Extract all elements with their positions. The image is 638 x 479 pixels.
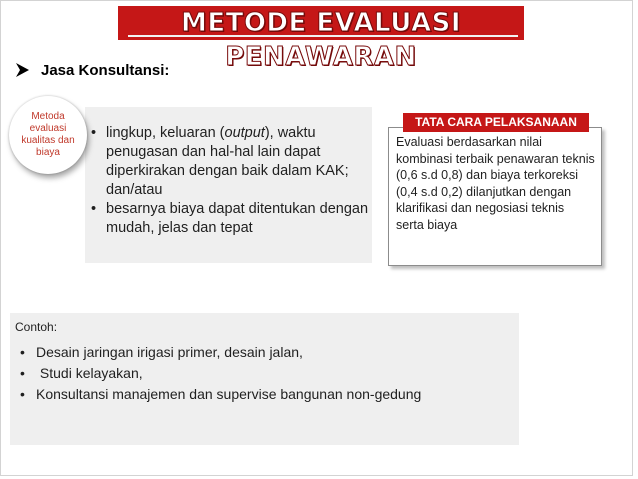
- procedure-text: Evaluasi berdasarkan nilai kombinasi terbaik penawaran teknis (0,6 s.d 0,8) dan biaya terkoreksi (0,4 s.d 0,2) dilanjutkan dengan klarifikasi dan negosiasi teknis serta biaya: [396, 135, 595, 232]
- example-text: Konsultansi manajemen dan supervise bangunan non-gedung: [36, 386, 422, 402]
- arrow-right-icon: [16, 63, 29, 77]
- example-item: [20, 342, 421, 363]
- criteria-text-part: ), waktu penugasan dan hal-hal lain dapat diperkirakan dengan baik dalam KAK; dan/atau: [106, 125, 349, 198]
- bullet-icon: •: [91, 201, 97, 217]
- procedure-tag: TATA CARA PELAKSANAAN: [403, 113, 589, 132]
- criteria-item: [86, 200, 372, 238]
- example-label: Contoh:: [15, 320, 58, 334]
- heading-row: [16, 60, 169, 80]
- method-label: Metoda evaluasi kualitas dan biaya: [21, 111, 75, 158]
- example-text: Studi kelayakan,: [36, 365, 143, 381]
- criteria-text: besarnya biaya dapat ditentukan dengan mudah, jelas dan tepat: [106, 201, 369, 236]
- criteria-emphasis: output: [224, 125, 265, 141]
- example-item: [20, 384, 421, 405]
- bullet-icon: •: [20, 386, 25, 402]
- bullet-icon: •: [20, 365, 25, 381]
- section-heading: Jasa Konsultansi:: [41, 61, 170, 79]
- criteria-item: [86, 124, 372, 200]
- example-list: [20, 342, 421, 405]
- example-text: Desain jaringan irigasi primer, desain jalan,: [36, 344, 303, 360]
- procedure-box: [388, 127, 602, 266]
- method-badge: [9, 96, 87, 174]
- slide-title: METODE EVALUASI PENAWARAN: [180, 8, 462, 72]
- criteria-text-part: lingkup, keluaran (: [106, 125, 225, 141]
- bullet-icon: •: [20, 344, 25, 360]
- criteria-text: [106, 124, 372, 200]
- criteria-list: [86, 124, 372, 238]
- bullet-icon: •: [91, 125, 97, 141]
- example-item: [20, 363, 421, 384]
